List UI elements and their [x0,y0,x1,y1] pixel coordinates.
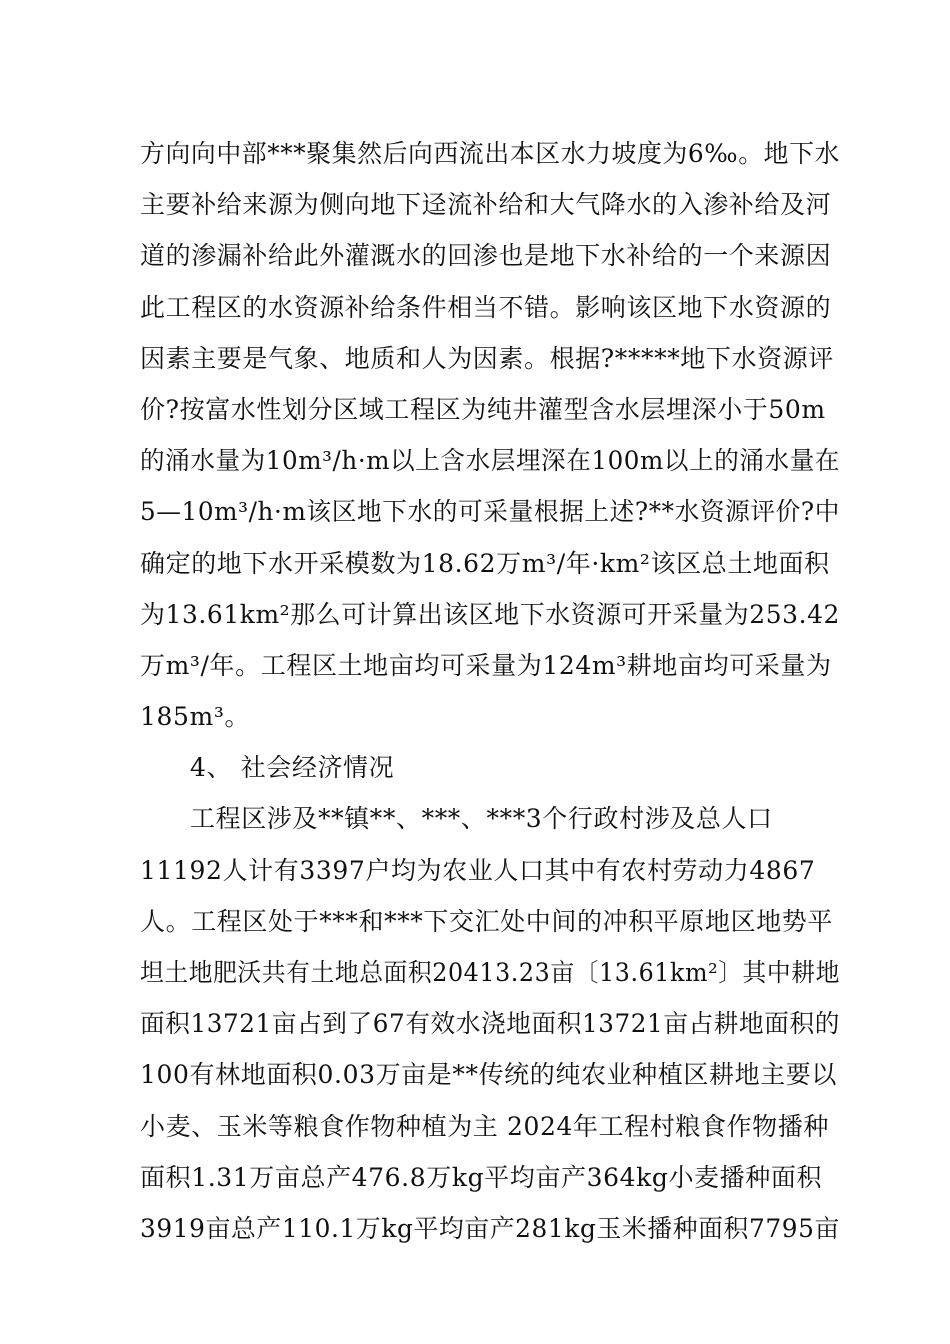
text-line: 工程区涉及**镇**、***、***3个行政村涉及总人口 [190,804,773,834]
text-line: 确定的地下水开采模数为18.62万m³/年·km²该区总土地面积 [140,548,830,578]
text-line: 5—10m³/h·m该区地下水的可采量根据上述?**水资源评价?中 [140,497,840,527]
body-text [140,128,840,1254]
text-line: 主要补给来源为侧向地下迳流补给和大气降水的入渗补给及河 [140,190,832,220]
section-heading: 4、 社会经济情况 [190,753,395,783]
text-line: 坦土地肥沃共有土地总面积20413.23亩〔13.61km²〕其中耕地 [140,958,840,987]
text-line: 的涌水量为10m³/h·m以上含水层埋深在100m以上的涌水量在 [140,446,840,476]
text-line: 面积1.31万亩总产476.8万kg平均亩产364kg小麦播种面积 [140,1162,823,1192]
text-line: 万m³/年。工程区土地亩均可采量为124m³耕地亩均可采量为 [140,650,832,680]
text-line: 因素主要是气象、地质和人为因素。根据?*****地下水资源评 [140,343,834,373]
text-line: 为13.61km²那么可计算出该区地下水资源可开采量为253.42 [140,599,840,629]
text-line: 3919亩总产110.1万kg平均亩产281kg玉米播种面积7795亩 [140,1213,840,1243]
text-line: 小麦、玉米等粮食作物种植为主 2024年工程村粮食作物播种 [140,1111,829,1141]
text-line: 人。工程区处于***和***下交汇处中间的冲积平原地区地势平 [140,906,834,936]
text-line: 此工程区的水资源补给条件相当不错。影响该区地下水资源的 [140,292,832,322]
text-line: 面积13721亩占到了67有效水浇地面积13721亩占耕地面积的 [140,1009,840,1039]
text-line: 185m³。 [140,702,251,732]
text-line: 价?按富水性划分区域工程区为纯井灌型含水层埋深小于50m [140,394,826,424]
text-line: 方向向中部***聚集然后向西流出本区水力坡度为6‰。地下水 [140,139,840,168]
text-line: 道的渗漏补给此外灌溉水的回渗也是地下水补给的一个来源因 [140,241,832,271]
text-line: 100有林地面积0.03万亩是**传统的纯农业种植区耕地主要以 [140,1060,837,1090]
text-line: 11192人计有3397户均为农业人口其中有农村劳动力4867 [140,855,816,885]
